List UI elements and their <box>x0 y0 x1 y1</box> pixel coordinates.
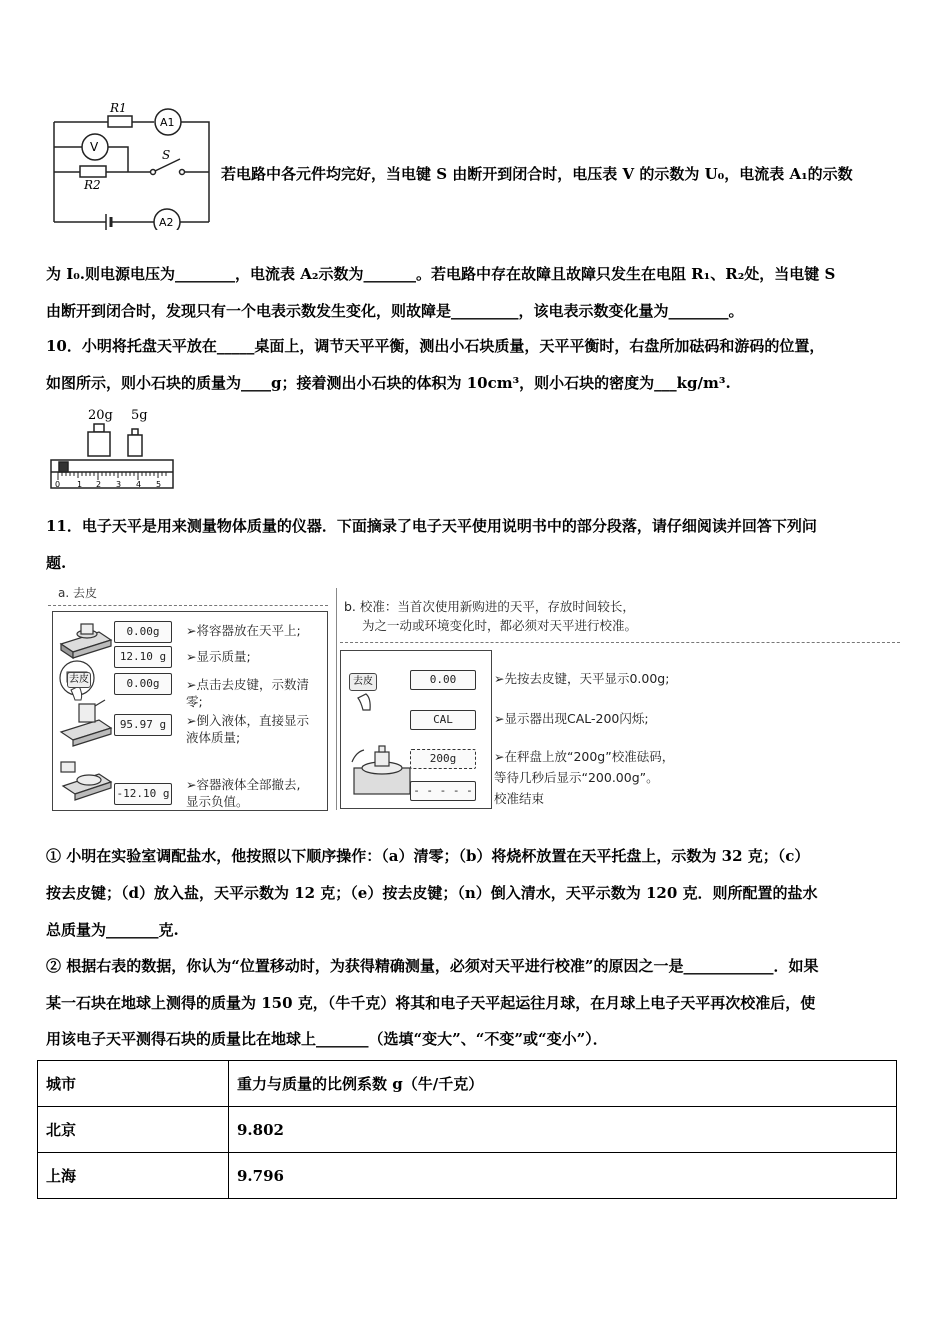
table-cell: 9.796 <box>229 1153 897 1199</box>
weight-5g-label: 5g <box>131 408 148 423</box>
step-a-5: ➢倒入液体，直接显示 <box>186 713 309 728</box>
tare-button-b[interactable]: 去皮 <box>349 673 377 691</box>
step-a-3: ➢点击去皮键，示数清 <box>186 677 309 692</box>
q10-line2: 如图所示，则小石块的质量为____g；接着测出小石块的体积为 10cm³，则小石块的密度为___kg/m³. <box>46 374 731 392</box>
table-cell: 北京 <box>38 1107 229 1153</box>
table-header-cell: 城市 <box>38 1061 229 1107</box>
panel-b-title-rule <box>340 642 900 643</box>
display-b-2: CAL <box>410 710 476 730</box>
table-cell: 9.802 <box>229 1107 897 1153</box>
q11-1-line1: ① 小明在实验室调配盐水，他按照以下顺序操作：（a）清零；（b）将烧杯放置在天平托盘上，示数为 32 克；（c） <box>46 847 810 865</box>
tick-label: 3 <box>116 480 122 489</box>
q10-line1: 10．小明将托盘天平放在_____桌面上，调节天平平衡，测出小石块质量，天平平衡时，右盘所加砝码和游码的位置， <box>46 337 825 355</box>
q11-2-line2: 某一石块在地球上测得的质量为 150 克，（牛千克）将其和电子天平起运往月球，在月球上电子天平再次校准后，使 <box>46 994 816 1012</box>
panel-a-devices <box>55 614 115 808</box>
weight-20g-label: 20g <box>88 408 113 423</box>
step-b-1: ➢先按去皮键，天平显示0.00g; <box>494 671 670 686</box>
display-a-4: 95.97 g <box>114 714 172 736</box>
tick-label: 5 <box>156 480 162 489</box>
display-a-1: 0.00g <box>114 621 172 643</box>
v-label: V <box>90 140 99 154</box>
tick-label: 2 <box>96 480 102 489</box>
table-header-cell: 重力与质量的比例系数 g（牛/千克） <box>229 1061 897 1107</box>
gravity-table <box>37 1060 897 1199</box>
step-a-2: ➢显示质量; <box>186 649 251 664</box>
tick-label: 0 <box>55 480 61 489</box>
table-header-row <box>38 1061 897 1107</box>
display-a-5: -12.10 g <box>114 783 172 805</box>
panel-a-title: a. 去皮 <box>58 586 97 600</box>
display-a-2: 12.10 g <box>114 646 172 668</box>
step-a-7: ➢容器液体全部撤去, <box>186 777 301 792</box>
step-b-4: 等待几秒后显示“200.00g”。 <box>494 770 659 785</box>
panel-b-title-2: 为之一动或环境变化时，都必须对天平进行校准。 <box>362 618 638 633</box>
circuit-diagram <box>48 100 218 230</box>
display-b-4: - - - - - <box>410 781 476 801</box>
tick-label: 1 <box>77 480 83 489</box>
a2-label: A2 <box>159 216 174 229</box>
q11-1-line3: 总质量为_______克. <box>46 921 179 939</box>
q9-line1: 若电路中各元件均完好，当电键 S 由断开到闭合时，电压表 V 的示数为 U₀，电流表 A₁的示数 <box>221 165 853 183</box>
a1-label: A1 <box>160 116 175 129</box>
display-a-3: 0.00g <box>114 673 172 695</box>
panel-b-divider <box>336 588 337 810</box>
panel-a-title-rule <box>48 605 328 606</box>
tare-button-a[interactable]: 去皮 <box>67 672 91 688</box>
q11-2-line1: ② 根据右表的数据，你认为“位置移动时，为获得精确测量，必须对天平进行校准”的原因之一是____________．如果 <box>46 957 819 975</box>
display-b-1: 0.00 <box>410 670 476 690</box>
step-a-6: 液体质量; <box>186 730 241 745</box>
q11-line1: 11．电子天平是用来测量物体质量的仪器．下面摘录了电子天平使用说明书中的部分段落，请仔细阅读并回答下列问 <box>46 517 817 535</box>
panel-b-title-1: b. 校准：当首次使用新购进的天平，存放时间较长， <box>344 599 635 614</box>
s-label: S <box>162 148 171 162</box>
table-row <box>38 1153 897 1199</box>
step-a-8: 显示负值。 <box>186 794 249 809</box>
q11-2-line3: 用该电子天平测得石块的质量比在地球上_______（选填“变大”、“不变”或“变小”）． <box>46 1030 608 1048</box>
table-row <box>38 1107 897 1153</box>
step-a-1: ➢将容器放在天平上; <box>186 623 301 638</box>
r2-label: R2 <box>84 178 101 192</box>
step-b-2: ➢显示器出现CAL-200闪烁; <box>494 711 649 726</box>
weights-figure <box>48 402 178 494</box>
step-b-5: 校准结束 <box>494 791 545 806</box>
q9-line2: 为 I₀.则电源电压为________，电流表 A₂示数为_______。若电路中存在故障且故障只发生在电阻 R₁、R₂处，当电键 S <box>46 265 836 283</box>
q9-line3: 由断开到闭合时，发现只有一个电表示数发生变化，则故障是_________，该电表示数变化量为________。 <box>46 302 744 320</box>
q11-1-line2: 按去皮键；（d）放入盐，天平示数为 12 克；（e）按去皮键；（n）倒入清水，天平示数为 120 克．则所配置的盐水 <box>46 884 818 902</box>
q11-line2: 题. <box>46 554 67 572</box>
display-b-3: 200g <box>410 749 476 769</box>
step-b-3: ➢在秤盘上放“200g”校准砝码， <box>494 749 675 764</box>
r1-label: R1 <box>110 101 127 115</box>
tick-label: 4 <box>136 480 142 489</box>
panel-b-device <box>344 690 414 805</box>
table-cell: 上海 <box>38 1153 229 1199</box>
step-a-4: 零; <box>186 694 203 709</box>
